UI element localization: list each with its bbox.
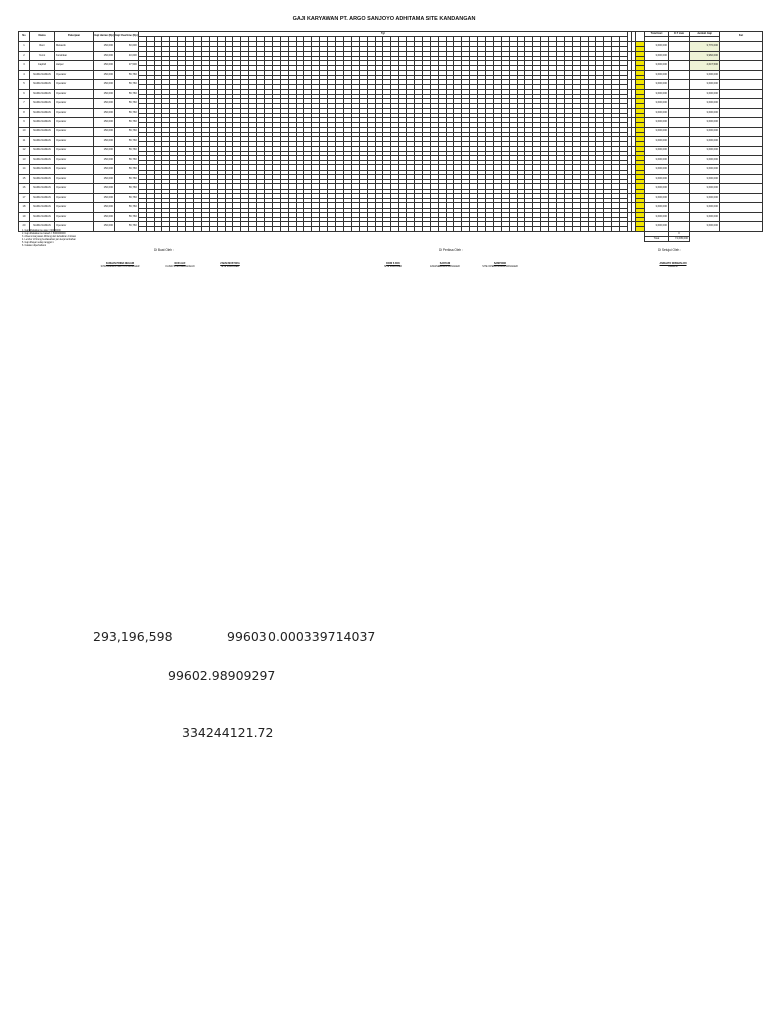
note-line: 6. Catatan diperbaharui [22, 245, 47, 247]
cell-gaji-harian: 150,000 [94, 193, 115, 202]
cell-nama: NAMA NAMAN [30, 108, 55, 117]
cell-gaji-harian: 150,000 [94, 118, 115, 127]
calc-value-1: 99603 [227, 629, 267, 644]
cell-ket [720, 80, 763, 89]
cell-pekerjaan: Operator [55, 80, 94, 89]
cell-gaji-overtime: 56,760 [115, 184, 139, 193]
cell-ket [720, 70, 763, 79]
cell-nama: NAMA NAMAN [30, 118, 55, 127]
cell-ot-total [669, 108, 690, 117]
cell-gaji-overtime: 56,760 [115, 146, 139, 155]
cell-gaji: 3,600,000 [645, 174, 669, 183]
cell-jumlah: 3,600,000 [690, 193, 720, 202]
cell-ket [720, 61, 763, 70]
signatory-name: ANDHATO WISMAN ARI [659, 262, 687, 265]
col-total-hari: Total Hari [645, 32, 669, 37]
signatory [92, 262, 148, 268]
cell-nama: Reni [30, 42, 55, 51]
cell-ket [720, 127, 763, 136]
col-gaji-harian: Gaji Harian (Rp) [94, 32, 115, 42]
payroll-table [18, 31, 763, 242]
cell-nama: NAMA NAMAN [30, 156, 55, 165]
cell-no: 6 [19, 89, 30, 98]
cell-pekerjaan: Operator [55, 193, 94, 202]
cell-gaji-harian: 150,000 [94, 89, 115, 98]
cell-ot-total [669, 89, 690, 98]
cell-gaji: 3,600,000 [645, 70, 669, 79]
cell-ket [720, 193, 763, 202]
cell-nama: Yenni [30, 51, 55, 60]
cell-ot-total [669, 42, 690, 51]
cell-no: 18 [19, 203, 30, 212]
cell-no: 20 [19, 222, 30, 231]
signatory-role: DIREKSI [668, 265, 678, 268]
col-ot: O.T Jam [669, 32, 690, 37]
cell-gaji-harian: 150,000 [94, 80, 115, 89]
cell-pekerjaan: Operator [55, 184, 94, 193]
cell-gaji-harian: 150,000 [94, 127, 115, 136]
calc-value-2: 99602.98909297 [168, 668, 276, 683]
cell-jumlah: 3,600,000 [690, 127, 720, 136]
cell-no: 2 [19, 51, 30, 60]
cell-jumlah: 4,647,500 [690, 61, 720, 70]
cell-gaji: 3,600,000 [645, 118, 669, 127]
cell-gaji: 3,600,000 [645, 127, 669, 136]
col-pekerjaan: Pekerjaan [55, 32, 94, 42]
cell-ot-total [669, 156, 690, 165]
cell-pekerjaan: Operator [55, 222, 94, 231]
cell-no: 9 [19, 118, 30, 127]
cell-gaji: 3,600,000 [645, 108, 669, 117]
cell-pekerjaan: Operator [55, 212, 94, 221]
cell-jumlah: 3,600,000 [690, 203, 720, 212]
approved-by-label: Di Setujui Oleh : [658, 248, 682, 252]
cell-gaji-overtime: 56,760 [115, 127, 139, 136]
cell-pekerjaan: Operator [55, 127, 94, 136]
cell-ot-total [669, 222, 690, 231]
cell-pekerjaan: Operator [55, 156, 94, 165]
blank-cell [690, 236, 720, 241]
cell-no: 17 [19, 193, 30, 202]
cell-nama: NAMA NAMAN [30, 70, 55, 79]
cell-ot-total [669, 165, 690, 174]
cell-pekerjaan: Operator [55, 203, 94, 212]
col-gaji-overtime: Gaji Overtime (Rp) [115, 32, 139, 42]
cell-ket [720, 165, 763, 174]
cell-nama: NAMA NAMAN [30, 193, 55, 202]
cell-jumlah: 3,600,000 [690, 222, 720, 231]
cell-no: 5 [19, 80, 30, 89]
cell-nama: NAMA NAMAN [30, 222, 55, 231]
signatory-role: SITE OPERATIONAL MANAGER [482, 265, 518, 268]
cell-nama: NAMA NAMAN [30, 212, 55, 221]
sheet-title: GAJI KARYAWAN PT. ARGO SANJOYO ADHITAMA SITE KANDANGAN [292, 16, 476, 22]
calc-total: 293,196,598 [93, 629, 173, 644]
cell-gaji: 3,600,000 [645, 212, 669, 221]
cell-gaji-overtime: 56,760 [115, 137, 139, 146]
cell-gaji-harian: 150,000 [94, 108, 115, 117]
notes [22, 230, 76, 248]
cell-gaji: 3,600,000 [645, 146, 669, 155]
payroll-body [19, 42, 763, 242]
cell-jumlah: 3,600,000 [690, 108, 720, 117]
cell-no: 8 [19, 108, 30, 117]
cell-ket [720, 108, 763, 117]
signatory-name: SAMPONO [493, 262, 507, 265]
cell-gaji-overtime: 56,760 [115, 212, 139, 221]
cell-ot-total [669, 118, 690, 127]
cell-gaji-harian: 150,000 [94, 51, 115, 60]
cell-no: 1 [19, 42, 30, 51]
note-line: 3. Absensi karyawan dihitung dari kehadiran di lokasi [22, 236, 76, 238]
cell-ot-total [669, 127, 690, 136]
cell-jumlah: 3,600,000 [690, 174, 720, 183]
cell-jumlah: 3,600,000 [690, 89, 720, 98]
cell-nama: NAMA NAMAN [30, 137, 55, 146]
total-row [19, 236, 763, 241]
cell-no: 19 [19, 212, 30, 221]
cell-nama: NAMA NAMAN [30, 89, 55, 98]
cell-gaji-overtime: 56,760 [115, 80, 139, 89]
cell-ket [720, 118, 763, 127]
cell-pekerjaan: Operator [55, 118, 94, 127]
cell-no: 15 [19, 174, 30, 183]
cell-gaji: 3,600,000 [645, 80, 669, 89]
cell-ot-total [669, 146, 690, 155]
cell-gaji: 3,600,000 [645, 156, 669, 165]
cell-gaji: 3,600,000 [645, 165, 669, 174]
cell-gaji-harian: 150,000 [94, 99, 115, 108]
signatory [476, 262, 524, 268]
cell-gaji-harian: 150,000 [94, 156, 115, 165]
cell-ket [720, 212, 763, 221]
cell-no: 11 [19, 137, 30, 146]
signatory-name: SARYADI [439, 262, 451, 265]
cell-no: 4 [19, 70, 30, 79]
cell-nama: Caphid [30, 61, 55, 70]
cell-nama: NAMA NAMAN [30, 165, 55, 174]
cell-jumlah: 3,960,000 [690, 51, 720, 60]
cell-jumlah: 3,600,000 [690, 99, 720, 108]
cell-no: 16 [19, 184, 30, 193]
cell-nama: NAMA NAMAN [30, 184, 55, 193]
cell-no: 14 [19, 165, 30, 174]
signatory-name: NUR ALIF [174, 262, 186, 265]
cell-no: 7 [19, 99, 30, 108]
signatory-role: SITE MANAGER [220, 265, 240, 268]
made-by-label: Di Buat Oleh : [154, 248, 174, 252]
cell-jumlah: 3,770,000 [690, 42, 720, 51]
cell-jumlah: 3,600,000 [690, 80, 720, 89]
cell-ot-total [669, 61, 690, 70]
cell-ot-total [669, 99, 690, 108]
cell-no: 3 [19, 61, 30, 70]
signatory-name: DODI S PAK [386, 262, 400, 265]
cell-ket [720, 137, 763, 146]
cell-pekerjaan: Operator [55, 89, 94, 98]
cell-gaji-overtime: 56,760 [115, 156, 139, 165]
cell-gaji-overtime: 56,760 [115, 118, 139, 127]
cell-jumlah: 3,600,000 [690, 165, 720, 174]
col-jumlah: Jumlah Gaji [690, 32, 720, 37]
cell-gaji-overtime: 56,760 [115, 165, 139, 174]
cell-ket [720, 51, 763, 60]
col-ket: Ket [720, 32, 763, 42]
signatory-role: ENGINEERING MANAGER [430, 265, 460, 268]
cell-ot-total [669, 193, 690, 202]
note-line: 5. Gaji dibayar setiap tanggal 1 [22, 242, 54, 244]
cell-ket [720, 184, 763, 193]
checked-by-label: Di Periksa Oleh : [439, 248, 463, 252]
cell-ot-total [669, 203, 690, 212]
cell-gaji-harian: 150,000 [94, 146, 115, 155]
cell-pekerjaan: Operator [55, 174, 94, 183]
cell-gaji-harian: 150,000 [94, 70, 115, 79]
cell-gaji: 3,600,000 [645, 137, 669, 146]
cell-gaji-overtime: 37,500 [115, 61, 139, 70]
cell-ket [720, 156, 763, 165]
cell-jumlah: 3,600,000 [690, 70, 720, 79]
cell-pekerjaan: Kerahkan [55, 51, 94, 60]
cell-ket [720, 146, 763, 155]
cell-gaji-harian: 150,000 [94, 212, 115, 221]
cell-pekerjaan: Operator [55, 70, 94, 79]
signatory [424, 262, 466, 268]
cell-gaji: 3,600,000 [645, 61, 669, 70]
cell-nama: NAMA NAMAN [30, 80, 55, 89]
blank-cell [19, 236, 645, 241]
signatory-role: SITE ADMINISTRATION MANAGER [100, 265, 140, 268]
signatory [212, 262, 248, 268]
cell-jumlah: 3,600,000 [690, 156, 720, 165]
cell-gaji-overtime: 56,760 [115, 89, 139, 98]
cell-pekerjaan: Helper [55, 61, 94, 70]
cell-gaji-overtime: 56,760 [115, 193, 139, 202]
cell-gaji: 3,600,000 [645, 203, 669, 212]
cell-nama: NAMA NAMAN [30, 174, 55, 183]
cell-jumlah: 3,600,000 [690, 146, 720, 155]
signatory-role: SITE MANAGER [383, 265, 403, 268]
col-nama: Nama [30, 32, 55, 42]
cell-gaji-overtime: 40,000 [115, 51, 139, 60]
cell-gaji-overtime: 56,760 [115, 108, 139, 117]
cell-gaji: 3,600,000 [645, 51, 669, 60]
cell-ot-total [669, 184, 690, 193]
cell-nama: NAMA NAMAN [30, 99, 55, 108]
signatory-name: FARHAN PRIMA NEGARI [105, 262, 135, 265]
cell-ket [720, 99, 763, 108]
note-line: 1. Gaji dibulatkan ke atas = 60000000 [22, 230, 61, 232]
cell-gaji-harian: 150,000 [94, 61, 115, 70]
cell-jumlah: 3,600,000 [690, 212, 720, 221]
signatory [648, 262, 698, 268]
cell-ket [720, 203, 763, 212]
note-line: 2. Gaji dibulatkan ke bawah = 5000000000 [22, 233, 66, 235]
cell-pekerjaan: Operator [55, 137, 94, 146]
cell-pekerjaan: Operator [55, 99, 94, 108]
cell-no: 13 [19, 156, 30, 165]
cell-gaji-overtime: 60,000 [115, 42, 139, 51]
cell-gaji-harian: 150,000 [94, 165, 115, 174]
cell-pekerjaan: Operator [55, 108, 94, 117]
cell-gaji-overtime: 56,760 [115, 222, 139, 231]
cell-gaji-overtime: 56,760 [115, 70, 139, 79]
cell-gaji: 3,600,000 [645, 184, 669, 193]
cell-gaji-overtime: 56,760 [115, 174, 139, 183]
cell-gaji: 3,600,000 [645, 222, 669, 231]
cell-jumlah: 3,600,000 [690, 118, 720, 127]
cell-ot-total [669, 80, 690, 89]
cell-ot-total [669, 137, 690, 146]
total-value: 74,695,000 [669, 236, 690, 241]
cell-gaji-harian: 150,000 [94, 184, 115, 193]
col-flag-c [636, 32, 645, 42]
cell-pekerjaan: Mekanik [55, 42, 94, 51]
cell-gaji: 3,600,000 [645, 89, 669, 98]
cell-pekerjaan: Operator [55, 165, 94, 174]
cell-nama: NAMA NAMAN [30, 203, 55, 212]
note-line: 4. Lembur di hitung berdasarkan jam kerja tambahan [22, 239, 76, 241]
cell-ot-total [669, 70, 690, 79]
cell-gaji: 3,600,000 [645, 193, 669, 202]
cell-ket [720, 42, 763, 51]
cell-ket [720, 222, 763, 231]
cell-nama: NAMA NAMAN [30, 127, 55, 136]
cell-ot-total [669, 174, 690, 183]
calc-ratio: 0.000339714037 [268, 629, 376, 644]
cell-gaji: 3,600,000 [645, 42, 669, 51]
cell-ot-total [669, 51, 690, 60]
cell-gaji-harian: 150,000 [94, 42, 115, 51]
signatory-name: ZAENI MUSTOFA [220, 262, 240, 265]
cell-ot-total [669, 212, 690, 221]
cell-jumlah: 3,600,000 [690, 137, 720, 146]
signatory-role: KASIR SITE KANDANGAN [165, 265, 195, 268]
subtotal-value: 0 [669, 231, 690, 236]
cell-gaji-overtime: 56,760 [115, 203, 139, 212]
calc-value-3: 334244121.72 [182, 725, 274, 740]
cell-gaji-harian: 150,000 [94, 203, 115, 212]
cell-nama: NAMA NAMAN [30, 146, 55, 155]
col-no: No [19, 32, 30, 42]
cell-gaji: 3,600,000 [645, 99, 669, 108]
signatory [378, 262, 408, 268]
cell-gaji-harian: 150,000 [94, 174, 115, 183]
cell-no: 10 [19, 127, 30, 136]
cell-ket [720, 174, 763, 183]
cell-jumlah: 3,600,000 [690, 184, 720, 193]
cell-gaji-harian: 150,000 [94, 222, 115, 231]
col-days-group: Tgl [138, 32, 627, 37]
signatory [160, 262, 200, 268]
cell-pekerjaan: Operator [55, 146, 94, 155]
cell-no: 12 [19, 146, 30, 155]
total-label: Total [645, 236, 669, 241]
cell-ket [720, 89, 763, 98]
cell-gaji-overtime: 56,760 [115, 99, 139, 108]
cell-gaji-harian: 150,000 [94, 137, 115, 146]
